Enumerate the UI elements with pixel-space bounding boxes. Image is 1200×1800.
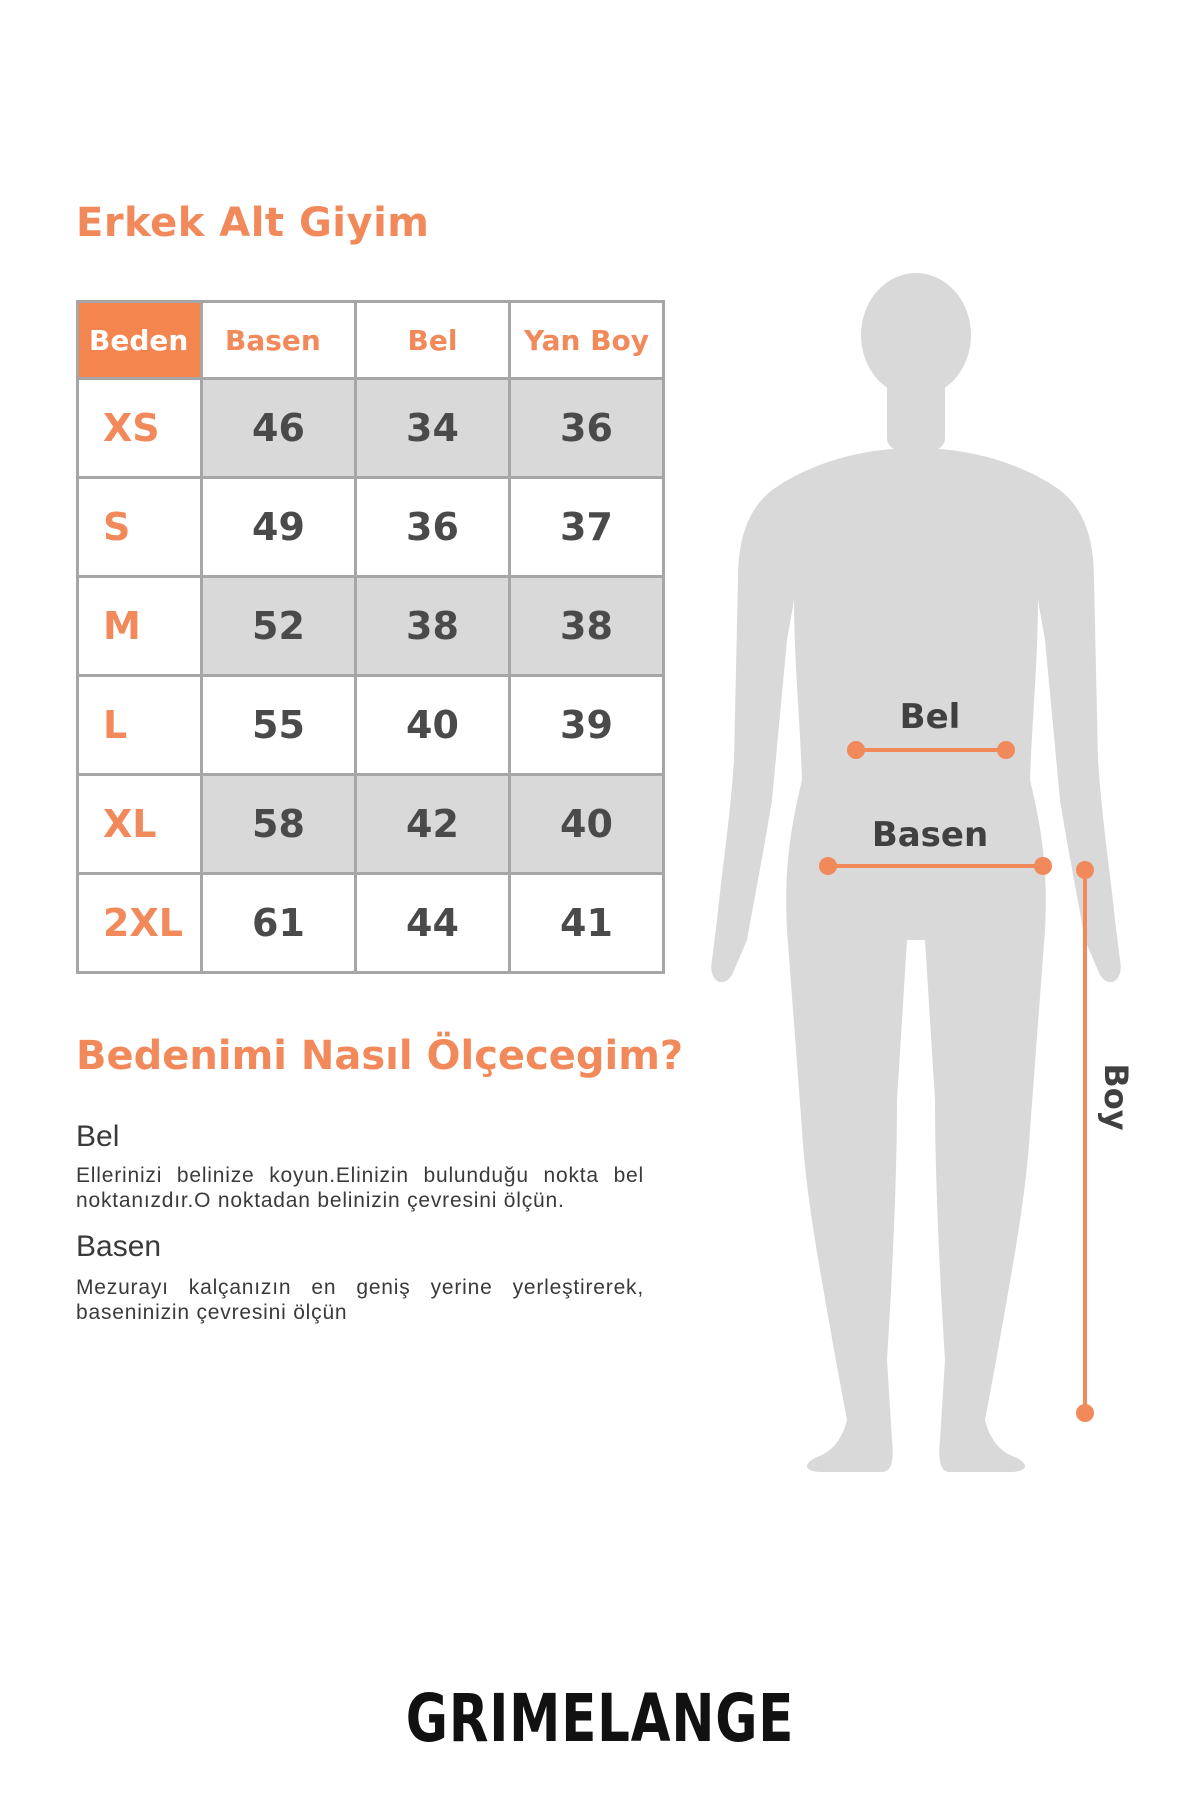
figure-label-boy: Boy bbox=[1097, 1063, 1135, 1131]
bel-instructions: Ellerinizi belinize koyun.Elinizin bulunduğu nokta bel noktanızdır.O noktadan belinizin çevresini ölçün. bbox=[76, 1164, 644, 1212]
size-cell: M bbox=[78, 577, 202, 676]
bel-heading: Bel bbox=[76, 1120, 120, 1153]
basen-cell: 46 bbox=[202, 379, 356, 478]
basen-cell: 58 bbox=[202, 775, 356, 874]
bel-cell: 38 bbox=[356, 577, 510, 676]
yan-boy-cell: 38 bbox=[510, 577, 664, 676]
size-cell: 2XL bbox=[78, 874, 202, 973]
bel-cell: 40 bbox=[356, 676, 510, 775]
basen-heading: Basen bbox=[76, 1230, 162, 1263]
bel-cell: 42 bbox=[356, 775, 510, 874]
body-silhouette bbox=[711, 273, 1120, 1472]
figure-label-bel: Bel bbox=[899, 697, 961, 737]
yan-boy-cell: 41 bbox=[510, 874, 664, 973]
yan-boy-cell: 37 bbox=[510, 478, 664, 577]
yan-boy-cell: 36 bbox=[510, 379, 664, 478]
yan-boy-cell: 39 bbox=[510, 676, 664, 775]
howto-title: Bedenimi Nasıl Ölçecegim? bbox=[76, 1033, 684, 1079]
basen-cell: 61 bbox=[202, 874, 356, 973]
bel-cell: 44 bbox=[356, 874, 510, 973]
bel-cell: 36 bbox=[356, 478, 510, 577]
basen-cell: 52 bbox=[202, 577, 356, 676]
header-basen: Basen bbox=[202, 302, 356, 379]
size-cell: XL bbox=[78, 775, 202, 874]
size-cell: XS bbox=[78, 379, 202, 478]
basen-cell: 55 bbox=[202, 676, 356, 775]
figure-label-basen: Basen bbox=[871, 815, 989, 855]
page-title: Erkek Alt Giyim bbox=[76, 200, 430, 246]
header-beden: Beden bbox=[78, 302, 202, 379]
basen-cell: 49 bbox=[202, 478, 356, 577]
bel-cell: 34 bbox=[356, 379, 510, 478]
size-cell: L bbox=[78, 676, 202, 775]
brand-logo: GRIMELANGE bbox=[405, 1680, 795, 1757]
header-bel: Bel bbox=[356, 302, 510, 379]
basen-instructions: Mezurayı kalçanızın en geniş yerine yerleştirerek, baseninizin çevresini ölçün bbox=[76, 1276, 644, 1324]
header-yan-boy: Yan Boy bbox=[510, 302, 664, 379]
yan-boy-cell: 40 bbox=[510, 775, 664, 874]
size-cell: S bbox=[78, 478, 202, 577]
